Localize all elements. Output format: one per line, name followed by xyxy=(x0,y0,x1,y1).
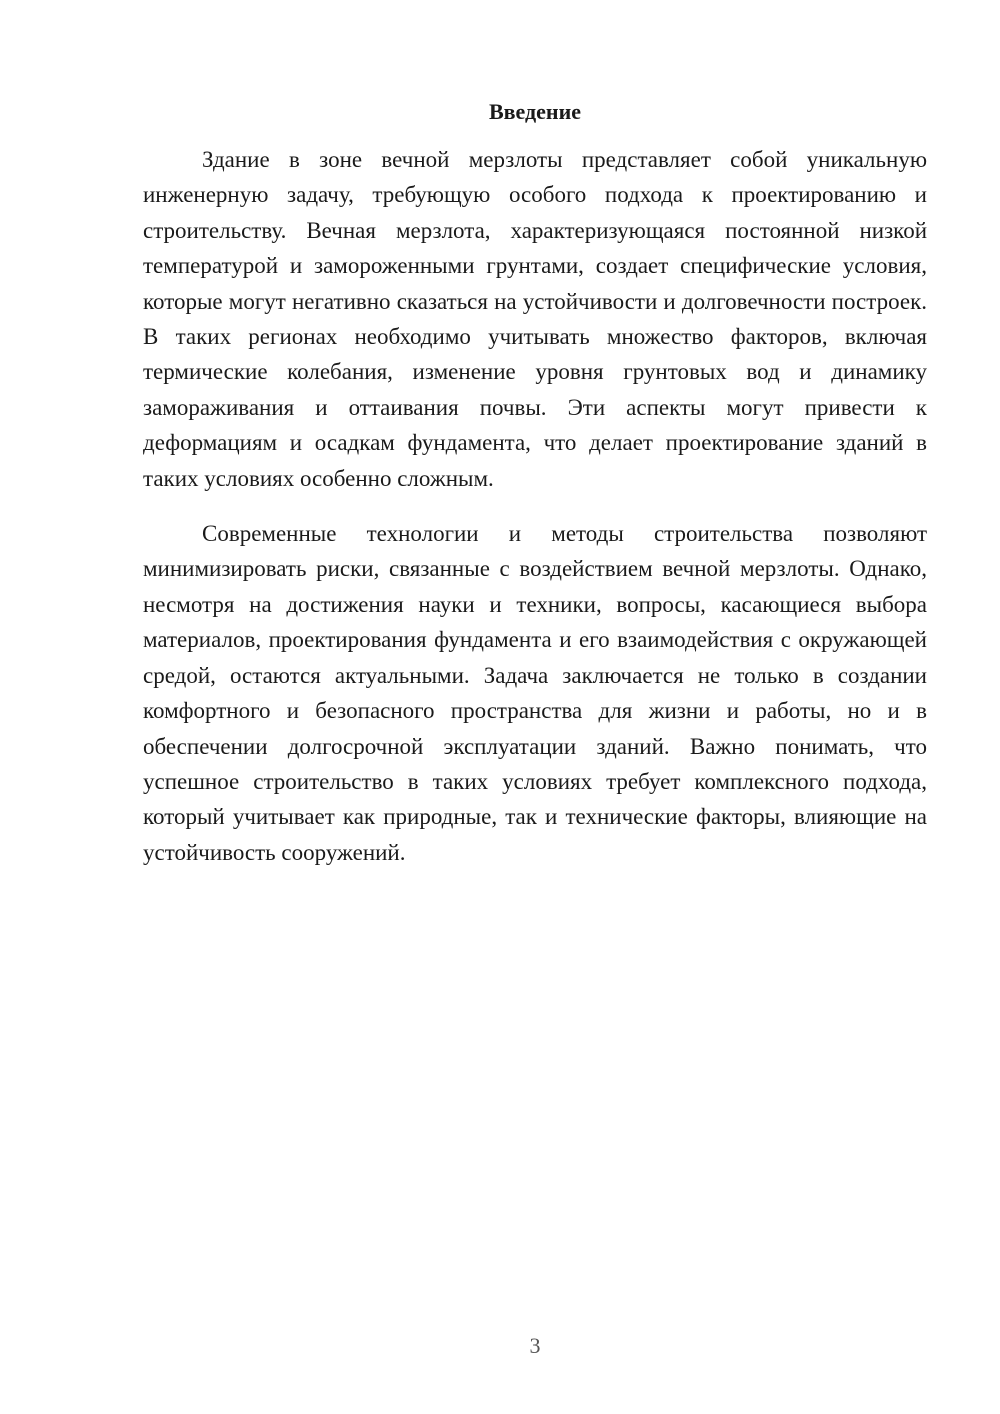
page-number: 3 xyxy=(529,1333,541,1358)
page-title: Введение xyxy=(488,99,582,124)
body-text xyxy=(143,142,927,870)
paragraph-1: Здание в зоне вечной мерзлоты представляет собой уникальную инженерную задачу, требующую особого подхода к проектированию и строительству. Вечная мерзлота, характеризующаяся постоянной низкой температурой и замороженными грунтами, создает специфические условия, которые могут негативно сказаться на устойчивости и долговечности построек. В таких регионах необходимо учитывать множество факторов, включая термические колебания, изменение уровня грунтовых вод и динамику замораживания и оттаивания почвы. Эти аспекты могут привести к деформациям и осадкам фундамента, что делает проектирование зданий в таких условиях особенно сложным. xyxy=(143,147,927,491)
paragraph-2: Современные технологии и методы строительства позволяют минимизировать риски, связанные с воздействием вечной мерзлоты. Однако, несмотря на достижения науки и техники, вопросы, касающиеся выбора материалов, проектирования фундамента и его взаимодействия с окружающей средой, остаются актуальными. Задача заключается не только в создании комфортного и безопасного пространства для жизни и работы, но и в обеспечении долгосрочной эксплуатации зданий. Важно понимать, что успешное строительство в таких условиях требует комплексного подхода, который учитывает как природные, так и технические факторы, влияющие на устойчивость сооружений. xyxy=(143,521,927,865)
